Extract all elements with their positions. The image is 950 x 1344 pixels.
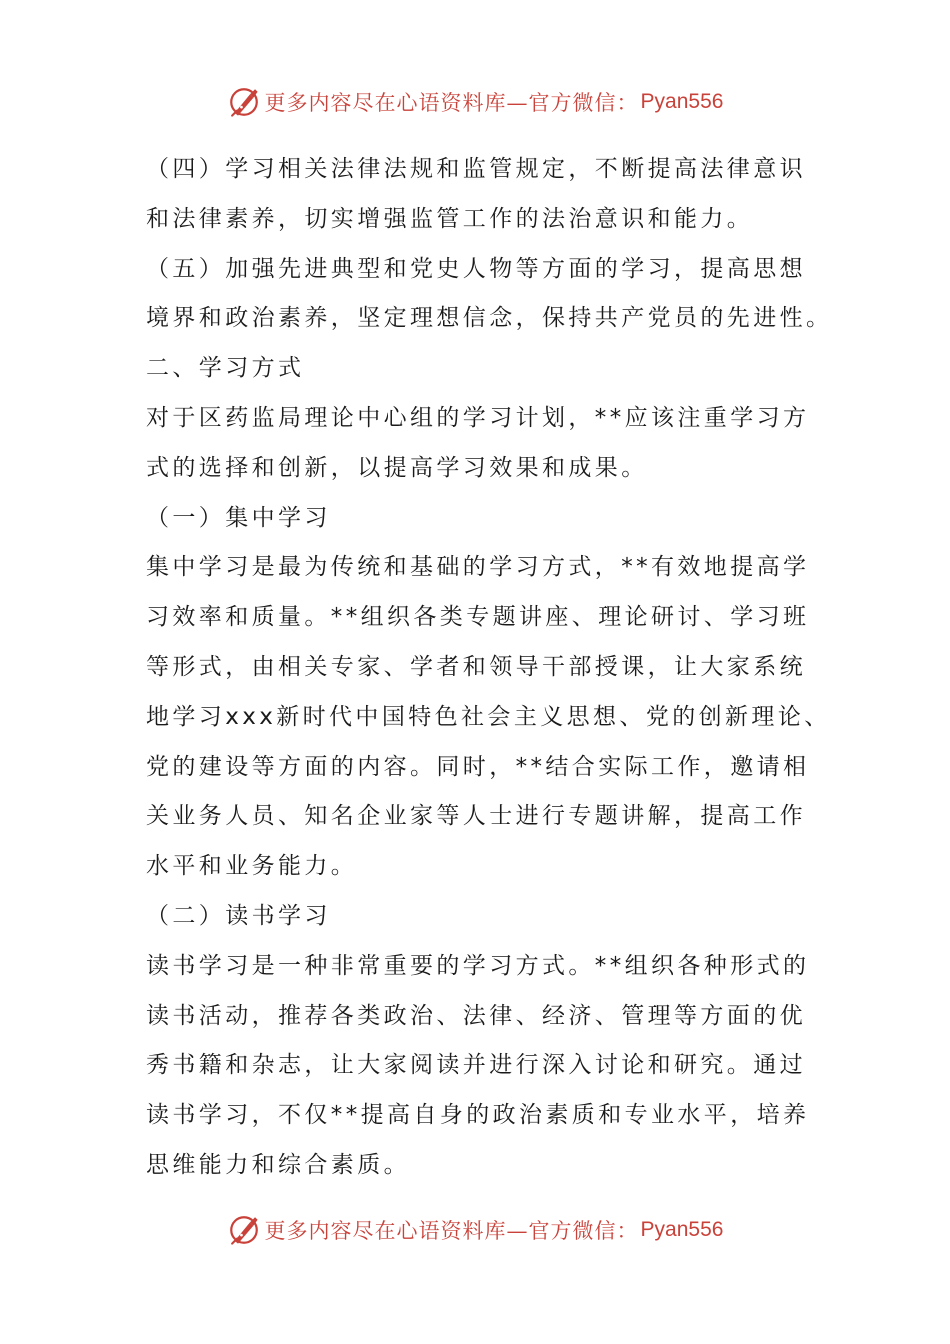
text-line: 境界和政治素养，坚定理想信念，保持共产党员的先进性。 (146, 305, 833, 332)
banner-text: 更多内容尽在心语资料库—官方微信： (264, 91, 639, 115)
text-line: （五）加强先进典型和党史人物等方面的学习，提高思想 (146, 255, 806, 282)
header-watermark-banner (0, 82, 950, 122)
section-heading: 二、学习方式 (146, 355, 305, 382)
banner-wechat-id: Pyan556 (640, 90, 724, 113)
pen-nib-logo-icon (227, 85, 261, 119)
text-line: 集中学习是最为传统和基础的学习方式，**有效地提高学 (146, 554, 810, 581)
text-line: 等形式，由相关专家、学者和领导干部授课，让大家系统 (146, 653, 806, 680)
text-line: 读书活动，推荐各类政治、法律、经济、管理等方面的优 (146, 1002, 806, 1029)
subsection-heading: （一）集中学习 (146, 504, 331, 531)
pen-nib-logo-icon (227, 1213, 261, 1247)
text-line: （四）学习相关法律法规和监管规定，不断提高法律意识 (146, 156, 806, 182)
text-line: 思维能力和综合素质。 (146, 1151, 410, 1178)
text-line: 习效率和质量。**组织各类专题讲座、理论研讨、学习班 (146, 604, 810, 631)
footer-watermark-banner (0, 1210, 950, 1250)
subsection-heading: （二）读书学习 (146, 902, 331, 929)
text-line: 和法律素养，切实增强监管工作的法治意识和能力。 (146, 205, 754, 232)
document-body (146, 145, 833, 1191)
text-line: 读书学习是一种非常重要的学习方式。**组织各种形式的 (146, 952, 810, 979)
text-line: 关业务人员、知名企业家等人士进行专题讲解，提高工作 (146, 803, 806, 830)
text-line: 地学习xxx新时代中国特色社会主义思想、党的创新理论、 (146, 703, 831, 730)
text-line: 党的建设等方面的内容。同时，**结合实际工作，邀请相 (146, 753, 810, 780)
text-line: 读书学习，不仅**提高自身的政治素质和专业水平，培养 (146, 1102, 810, 1129)
banner-text: 更多内容尽在心语资料库—官方微信： (264, 1219, 639, 1243)
text-line: 对于区药监局理论中心组的学习计划，**应该注重学习方 (146, 404, 810, 431)
text-line: 秀书籍和杂志，让大家阅读并进行深入讨论和研究。通过 (146, 1052, 806, 1079)
text-line: 水平和业务能力。 (146, 853, 358, 880)
text-line: 式的选择和创新，以提高学习效果和成果。 (146, 454, 648, 481)
banner-wechat-id: Pyan556 (640, 1218, 724, 1241)
